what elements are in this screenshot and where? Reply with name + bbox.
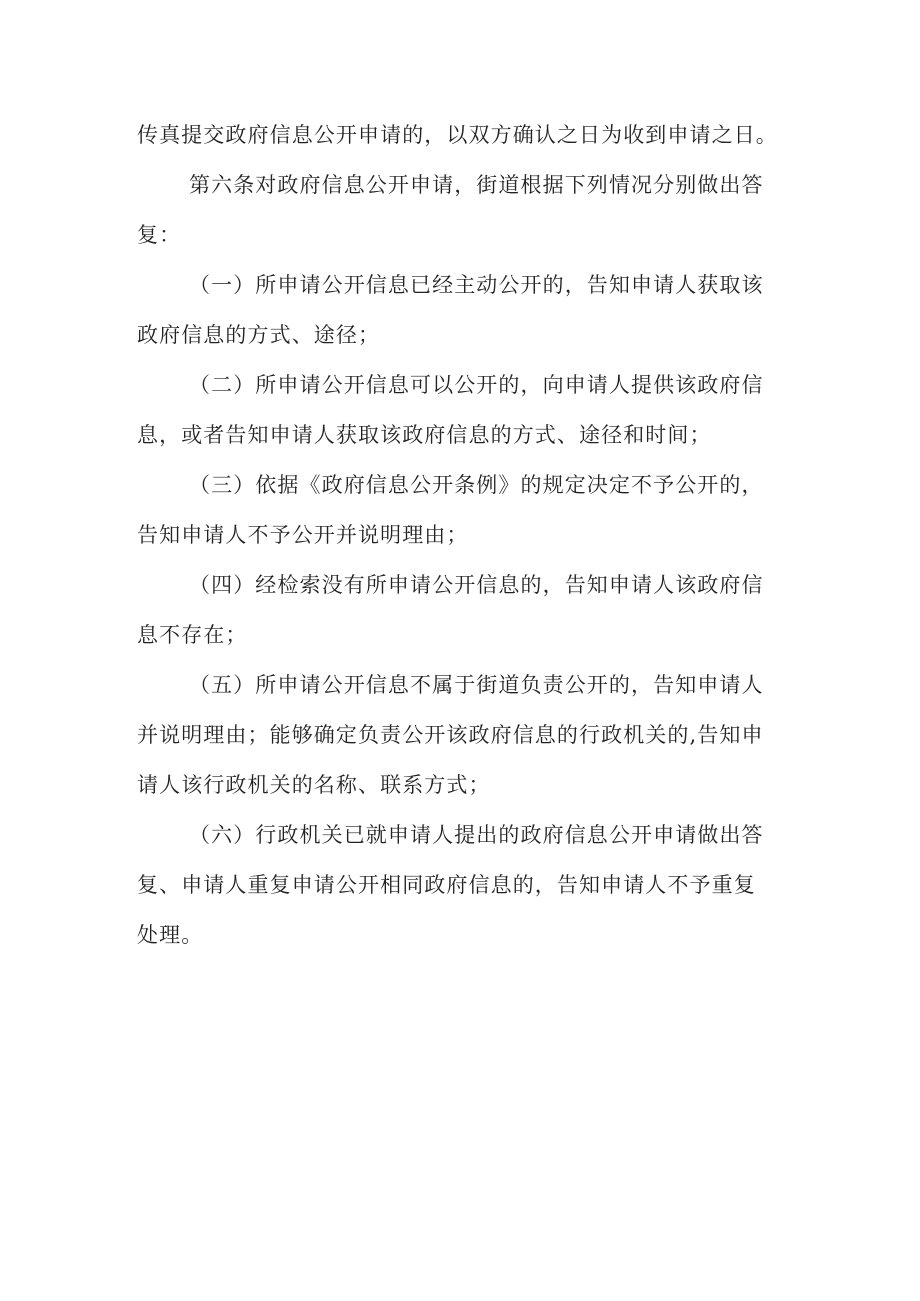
item-5-line-2: 并说明理由；能够确定负责公开该政府信息的行政机关的,告知申: [137, 723, 764, 747]
item-2-line-1: （二）所申请公开信息可以公开的，向申请人提供该政府信: [189, 373, 764, 397]
text-line-3: 复：: [137, 223, 182, 247]
document-body: [137, 110, 793, 960]
item-3-line-2: 告知申请人不予公开并说明理由；: [137, 523, 469, 547]
item-6-line-1: （六）行政机关已就申请人提出的政府信息公开申请做出答: [189, 823, 764, 847]
text-line-1: 传真提交政府信息公开申请的，以双方确认之日为收到申请之日。: [137, 123, 778, 147]
item-5-line-1: （五）所申请公开信息不属于街道负责公开的，告知申请人: [189, 673, 764, 697]
item-6-line-3: 处理。: [137, 923, 204, 947]
item-4-line-1: （四）经检索没有所申请公开信息的，告知申请人该政府信: [189, 573, 764, 597]
item-5-line-3: 请人该行政机关的名称、联系方式；: [137, 773, 491, 797]
item-2-line-2: 息，或者告知申请人获取该政府信息的方式、途径和时间；: [137, 423, 712, 447]
article-6-heading-line: 第六条对政府信息公开申请，街道根据下列情况分别做出答: [189, 173, 764, 197]
item-1-line-2: 政府信息的方式、途径；: [137, 323, 381, 347]
item-4-line-2: 息不存在；: [137, 623, 248, 647]
item-1-line-1: （一）所申请公开信息已经主动公开的，告知申请人获取该: [189, 273, 764, 297]
item-3-line-1: （三）依据《政府信息公开条例》的规定决定不予公开的，: [189, 473, 764, 497]
item-6-line-2: 复、申请人重复申请公开相同政府信息的，告知申请人不予重复: [137, 873, 756, 897]
